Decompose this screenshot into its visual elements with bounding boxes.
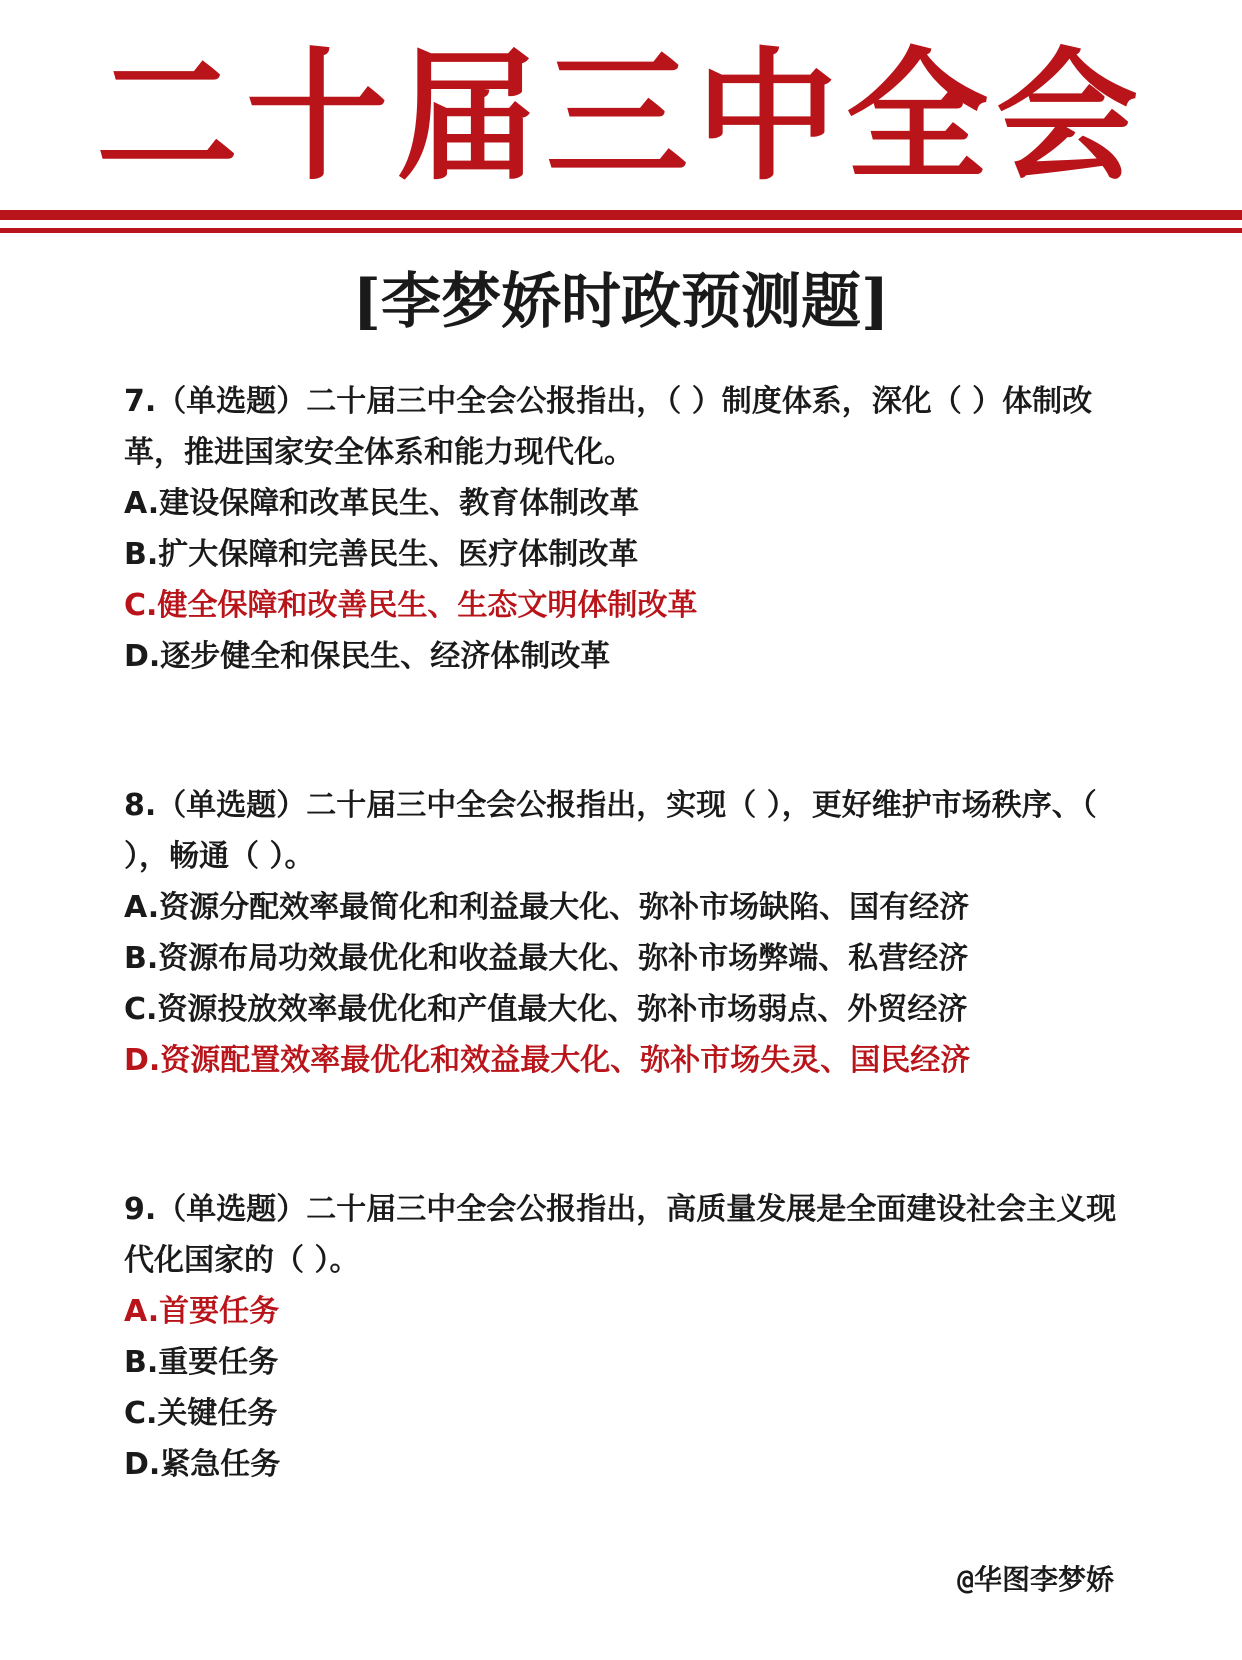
- question-stem: 9.（单选题）二十届三中全会公报指出，高质量发展是全面建设社会主义现代化国家的（ ）。: [124, 1192, 1117, 1278]
- header-divider-thin: [0, 228, 1242, 233]
- option-d-correct-answer: D.资源配置效率最优化和效益最大化、弥补市场失灵、国民经济: [124, 1043, 971, 1078]
- author-signature: @华图李梦娇: [957, 1563, 1114, 1596]
- question-7: [124, 376, 1144, 682]
- option-b: B.扩大保障和完善民生、医疗体制改革: [124, 537, 639, 572]
- option-c: C.资源投放效率最优化和产值最大化、弥补市场弱点、外贸经济: [124, 992, 968, 1027]
- option-d: D.逐步健全和保民生、经济体制改革: [124, 639, 611, 674]
- question-stem: 8.（单选题）二十届三中全会公报指出，实现（ ），更好维护市场秩序、（ ），畅通（ ）。: [124, 788, 1097, 874]
- option-a: A.建设保障和改革民生、教育体制改革: [124, 486, 640, 521]
- option-c: C.关键任务: [124, 1396, 278, 1431]
- option-b: B.重要任务: [124, 1345, 279, 1380]
- question-8: [124, 780, 1144, 1086]
- option-a-correct-answer: A.首要任务: [124, 1294, 280, 1329]
- option-a: A.资源分配效率最简化和利益最大化、弥补市场缺陷、国有经济: [124, 890, 970, 925]
- question-list: [124, 376, 1144, 1490]
- banner-title: 二十届三中全会: [96, 35, 1146, 200]
- page-subtitle: [李梦娇时政预测题]: [352, 267, 890, 337]
- option-b: B.资源布局功效最优化和收益最大化、弥补市场弊端、私营经济: [124, 941, 969, 976]
- option-c-correct-answer: C.健全保障和改善民生、生态文明体制改革: [124, 588, 698, 623]
- question-stem: 7.（单选题）二十届三中全会公报指出，（ ）制度体系，深化（ ）体制改革，推进国家安全体系和能力现代化。: [124, 384, 1093, 470]
- option-d: D.紧急任务: [124, 1447, 281, 1482]
- question-9: [124, 1184, 1144, 1490]
- header-divider-thick: [0, 210, 1242, 220]
